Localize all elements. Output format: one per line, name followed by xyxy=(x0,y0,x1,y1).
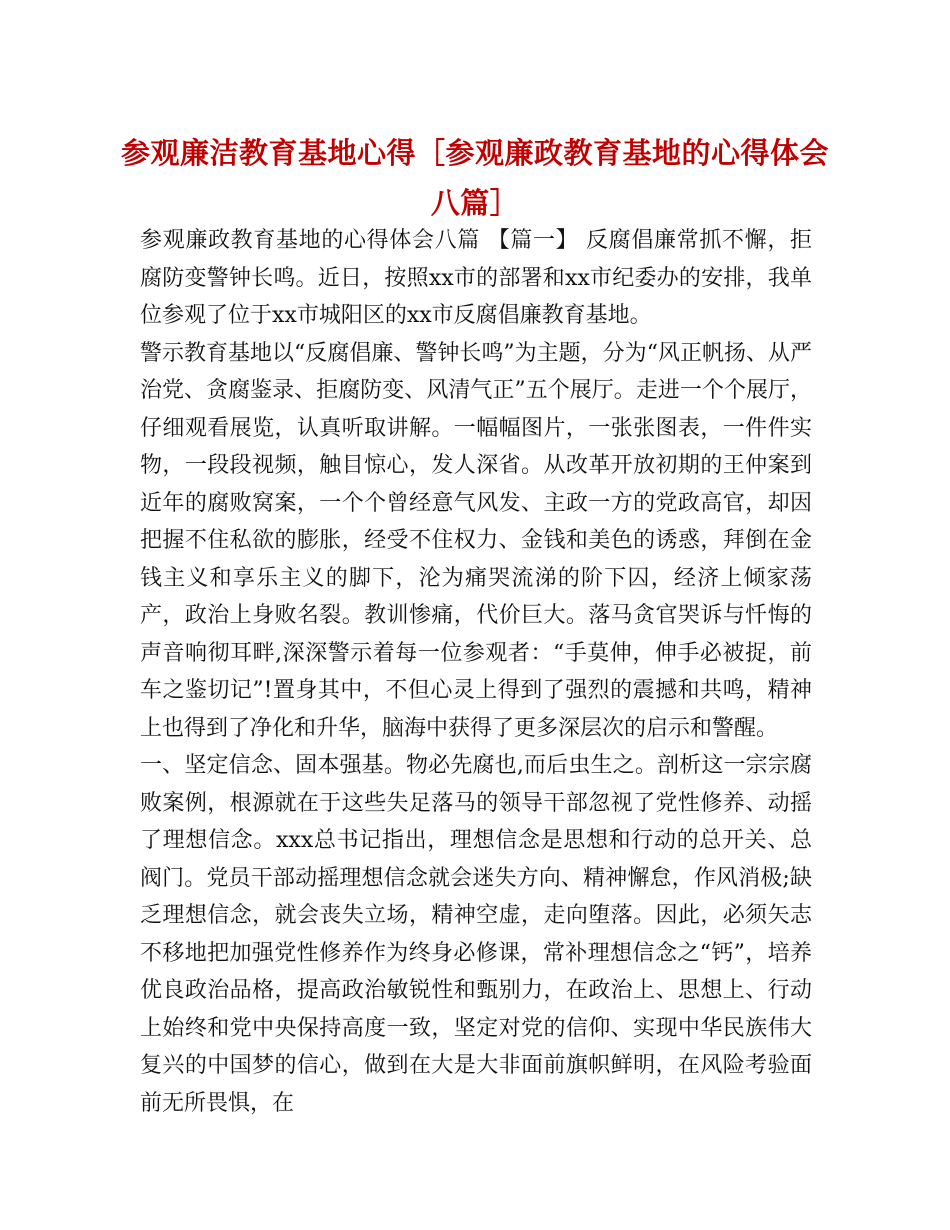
paragraph-exhibition: 警示教育基地以“反腐倡廉、警钟长鸣”为主题，分为“风正帆扬、从严治党、贪腐鉴录、拒腐防变、风清气正”五个展厅。走进一个个展厅，仔细观看展览，认真听取讲解。一幅幅图片，一张张图表，一件件实物，一段段视频，触目惊心，发人深省。从改革开放初期的王仲案到近年的腐败窝案，一个个曾经意气风发、主政一方的党政高官，却因把握不住私欲的膨胀，经受不住权力、金钱和美色的诱惑，拜倒在金钱主义和享乐主义的脚下，沦为痛哭流涕的阶下囚，经济上倾家荡产，政治上身败名裂。教训惨痛，代价巨大。落马贪官哭诉与忏悔的声音响彻耳畔,深深警示着每一位参观者：“手莫伸，伸手必被捉，前车之鉴切记”!置身其中，不但心灵上得到了强烈的震撼和共鸣，精神上也得到了净化和升华，脑海中获得了更多深层次的启示和警醒。 xyxy=(140,340,812,741)
document-body xyxy=(140,222,812,1122)
paragraph-intro: 参观廉政教育基地的心得体会八篇 【篇一】 反腐倡廉常抓不懈，拒腐防变警钟长鸣。近日，按照xx市的部署和xx市纪委办的安排，我单位参观了位于xx市城阳区的xx市反腐倡廉教育基地。 xyxy=(140,228,812,328)
paragraph-point-one: 一、坚定信念、固本强基。物必先腐也,而后虫生之。剖析这一宗宗腐败案例，根源就在于这些失足落马的领导干部忽视了党性修养、动摇了理想信念。xxx总书记指出，理想信念是思想和行动的总开关、总阀门。党员干部动摇理想信念就会迷失方向、精神懈怠，作风消极;缺乏理想信念，就会丧失立场，精神空虚，走向堕落。因此，必须矢志不移地把加强党性修养作为终身必修课，常补理想信念之“钙”，培养优良政治品格，提高政治敏锐性和甄别力，在政治上、思想上、行动上始终和党中央保持高度一致，坚定对党的信仰、实现中华民族伟大复兴的中国梦的信心，做到在大是大非面前旗帜鲜明，在风险考验面前无所畏惧，在 xyxy=(140,753,812,1116)
document-title: 参观廉洁教育基地心得［参观廉政教育基地的心得体会八篇］ xyxy=(120,136,829,220)
